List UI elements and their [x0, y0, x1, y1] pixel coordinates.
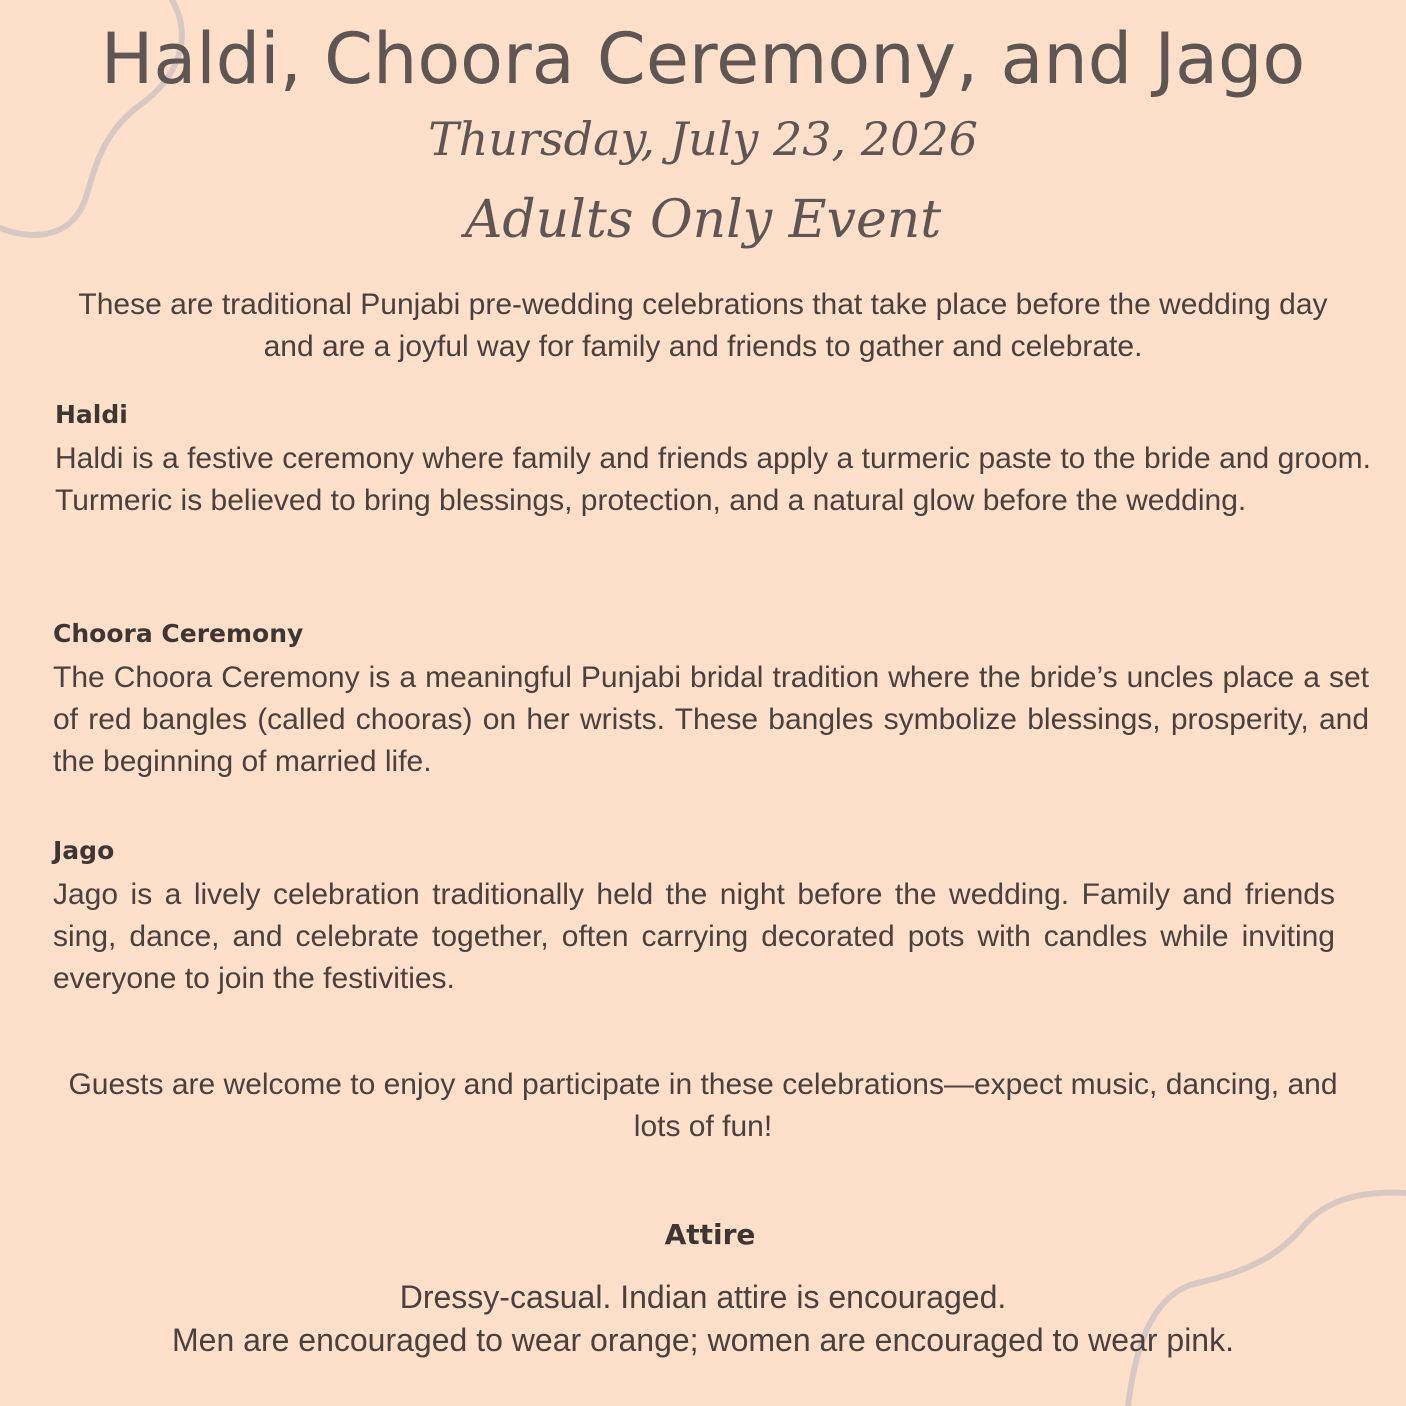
attire-line-1: Dressy-casual. Indian attire is encouraged. [399, 1279, 1007, 1315]
attire-text [0, 1276, 1406, 1362]
section-heading: Choora Ceremony [53, 619, 304, 648]
page-title: Haldi, Choora Ceremony, and Jago [100, 18, 1306, 100]
audience-note: Adults Only Event [464, 190, 942, 250]
intro-paragraph: These are traditional Punjabi pre-wedding celebrations that take place before the wedding day and are a joyful way for family and friends to gather and celebrate. [78, 288, 1328, 363]
section-jago [53, 834, 1335, 1000]
section-heading: Haldi [55, 400, 128, 429]
section-body: Jago is a lively celebration traditionally held the night before the wedding. Family and friends sing, dance, and celebrate together, often carrying decorated pots with candles while inviting everyone to join the festivities. [53, 878, 1335, 995]
guests-note: Guests are welcome to enjoy and participate in these celebrations—expect music, dancing, and lots of fun! [68, 1068, 1338, 1143]
section-body: The Choora Ceremony is a meaningful Punjabi bridal tradition where the bride’s uncles place a set of red bangles (called chooras) on her wrists. These bangles symbolize blessings, prosperity, and the beginning of married life. [53, 661, 1369, 778]
attire-heading: Attire [664, 1218, 756, 1251]
section-choora-ceremony [53, 617, 1369, 783]
attire-line-2: Men are encouraged to wear orange; women are encouraged to wear pink. [172, 1322, 1234, 1358]
event-date: Thursday, July 23, 2026 [428, 112, 978, 166]
section-heading: Jago [53, 836, 115, 865]
section-body: Haldi is a festive ceremony where family and friends apply a turmeric paste to the bride and groom. Turmeric is believed to bring blessings, protection, and a natural glow before the wedding. [55, 442, 1371, 517]
section-haldi [55, 398, 1371, 522]
